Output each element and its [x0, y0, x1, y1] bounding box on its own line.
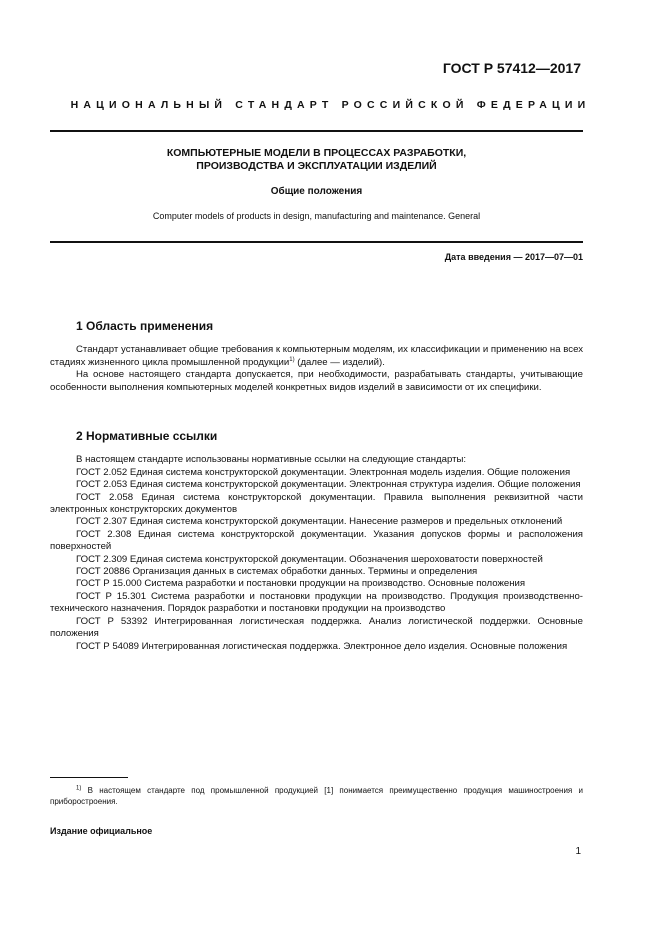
reference-item: ГОСТ 2.309 Единая система конструкторской документации. Обозначения шероховатости поверхностей	[76, 553, 543, 565]
section-1-p1-end: (далее — изделий).	[294, 356, 385, 368]
section-2-heading: 2 Нормативные ссылки	[76, 429, 218, 443]
section-1-paragraph-2: На основе настоящего стандарта допускается, при необходимости, разрабатывать стандарты, учитывающие особенности выполнения компьютерных моделей конкретных видов изделий в зависимости от их специфики.	[50, 369, 583, 393]
section-1	[50, 320, 583, 394]
national-standard-heading: НАЦИОНАЛЬНЫЙ СТАНДАРТ РОССИЙСКОЙ ФЕДЕРАЦИИ	[70, 99, 591, 111]
section-2-intro: В настоящем стандарте использованы нормативные ссылки на следующие стандарты:	[76, 454, 467, 466]
middle-divider	[50, 241, 583, 243]
reference-item: ГОСТ Р 54089 Интегрированная логистическая поддержка. Электронное дело изделия. Основные положения	[76, 640, 568, 652]
reference-item: ГОСТ Р 15.301 Система разработки и постановки продукции на производство. Продукция производственно-технического назначения. Порядок разработки и постановки продукции на производство	[50, 590, 583, 615]
official-edition-label: Издание официальное	[50, 826, 153, 836]
top-divider	[50, 130, 583, 132]
page-number: 1	[575, 846, 581, 857]
reference-item: ГОСТ 2.308 Единая система конструкторской документации. Указания допусков формы и расположения поверхностей	[50, 528, 583, 553]
footnote-divider	[50, 777, 128, 778]
reference-item: ГОСТ 2.052 Единая система конструкторской документации. Электронная модель изделия. Общие положения	[76, 466, 571, 478]
footnote-marker: 1)	[76, 785, 82, 792]
english-title: Computer models of products in design, manufacturing and maintenance. General	[152, 211, 481, 221]
document-number: ГОСТ Р 57412—2017	[442, 60, 581, 76]
reference-item: ГОСТ 2.307 Единая система конструкторской документации. Нанесение размеров и предельных отклонений	[76, 516, 563, 528]
title-line-1: КОМПЬЮТЕРНЫЕ МОДЕЛИ В ПРОЦЕССАХ РАЗРАБОТКИ,	[166, 147, 467, 159]
section-1-p1-text: Стандарт устанавливает общие требования к компьютерным моделям, их классификации и применению на всех стадиях жизненного цикла промышленной продукции	[50, 344, 583, 368]
title-line-2: ПРОИЗВОДСТВА И ЭКСПЛУАТАЦИИ ИЗДЕЛИЙ	[196, 160, 437, 172]
section-1-paragraph-1	[50, 344, 583, 369]
footnote-text: В настоящем стандарте под промышленной продукцией [1] понимается преимущественно продукция машиностроения и приборостроения.	[50, 786, 583, 806]
footnote-reference: 1)	[289, 356, 295, 363]
document-title	[50, 147, 583, 173]
footnote	[50, 785, 583, 807]
reference-item: ГОСТ Р 15.000 Система разработки и постановки продукции на производство. Основные положения	[76, 578, 526, 590]
reference-item: ГОСТ 2.058 Единая система конструкторской документации. Правила выполнения реквизитной части электронных конструкторских документов	[50, 491, 583, 516]
reference-item: ГОСТ 2.053 Единая система конструкторской документации. Электронная структура изделия. Общие положения	[76, 479, 581, 491]
section-1-heading: 1 Область применения	[76, 319, 214, 333]
document-subtitle: Общие положения	[270, 186, 363, 197]
reference-item: ГОСТ 20886 Организация данных в системах обработки данных. Термины и определения	[76, 566, 478, 578]
reference-item: ГОСТ Р 53392 Интегрированная логистическая поддержка. Анализ логистической поддержки. Основные положения	[50, 615, 583, 640]
introduction-date: Дата введения — 2017—07—01	[444, 252, 583, 262]
section-2	[50, 430, 583, 653]
